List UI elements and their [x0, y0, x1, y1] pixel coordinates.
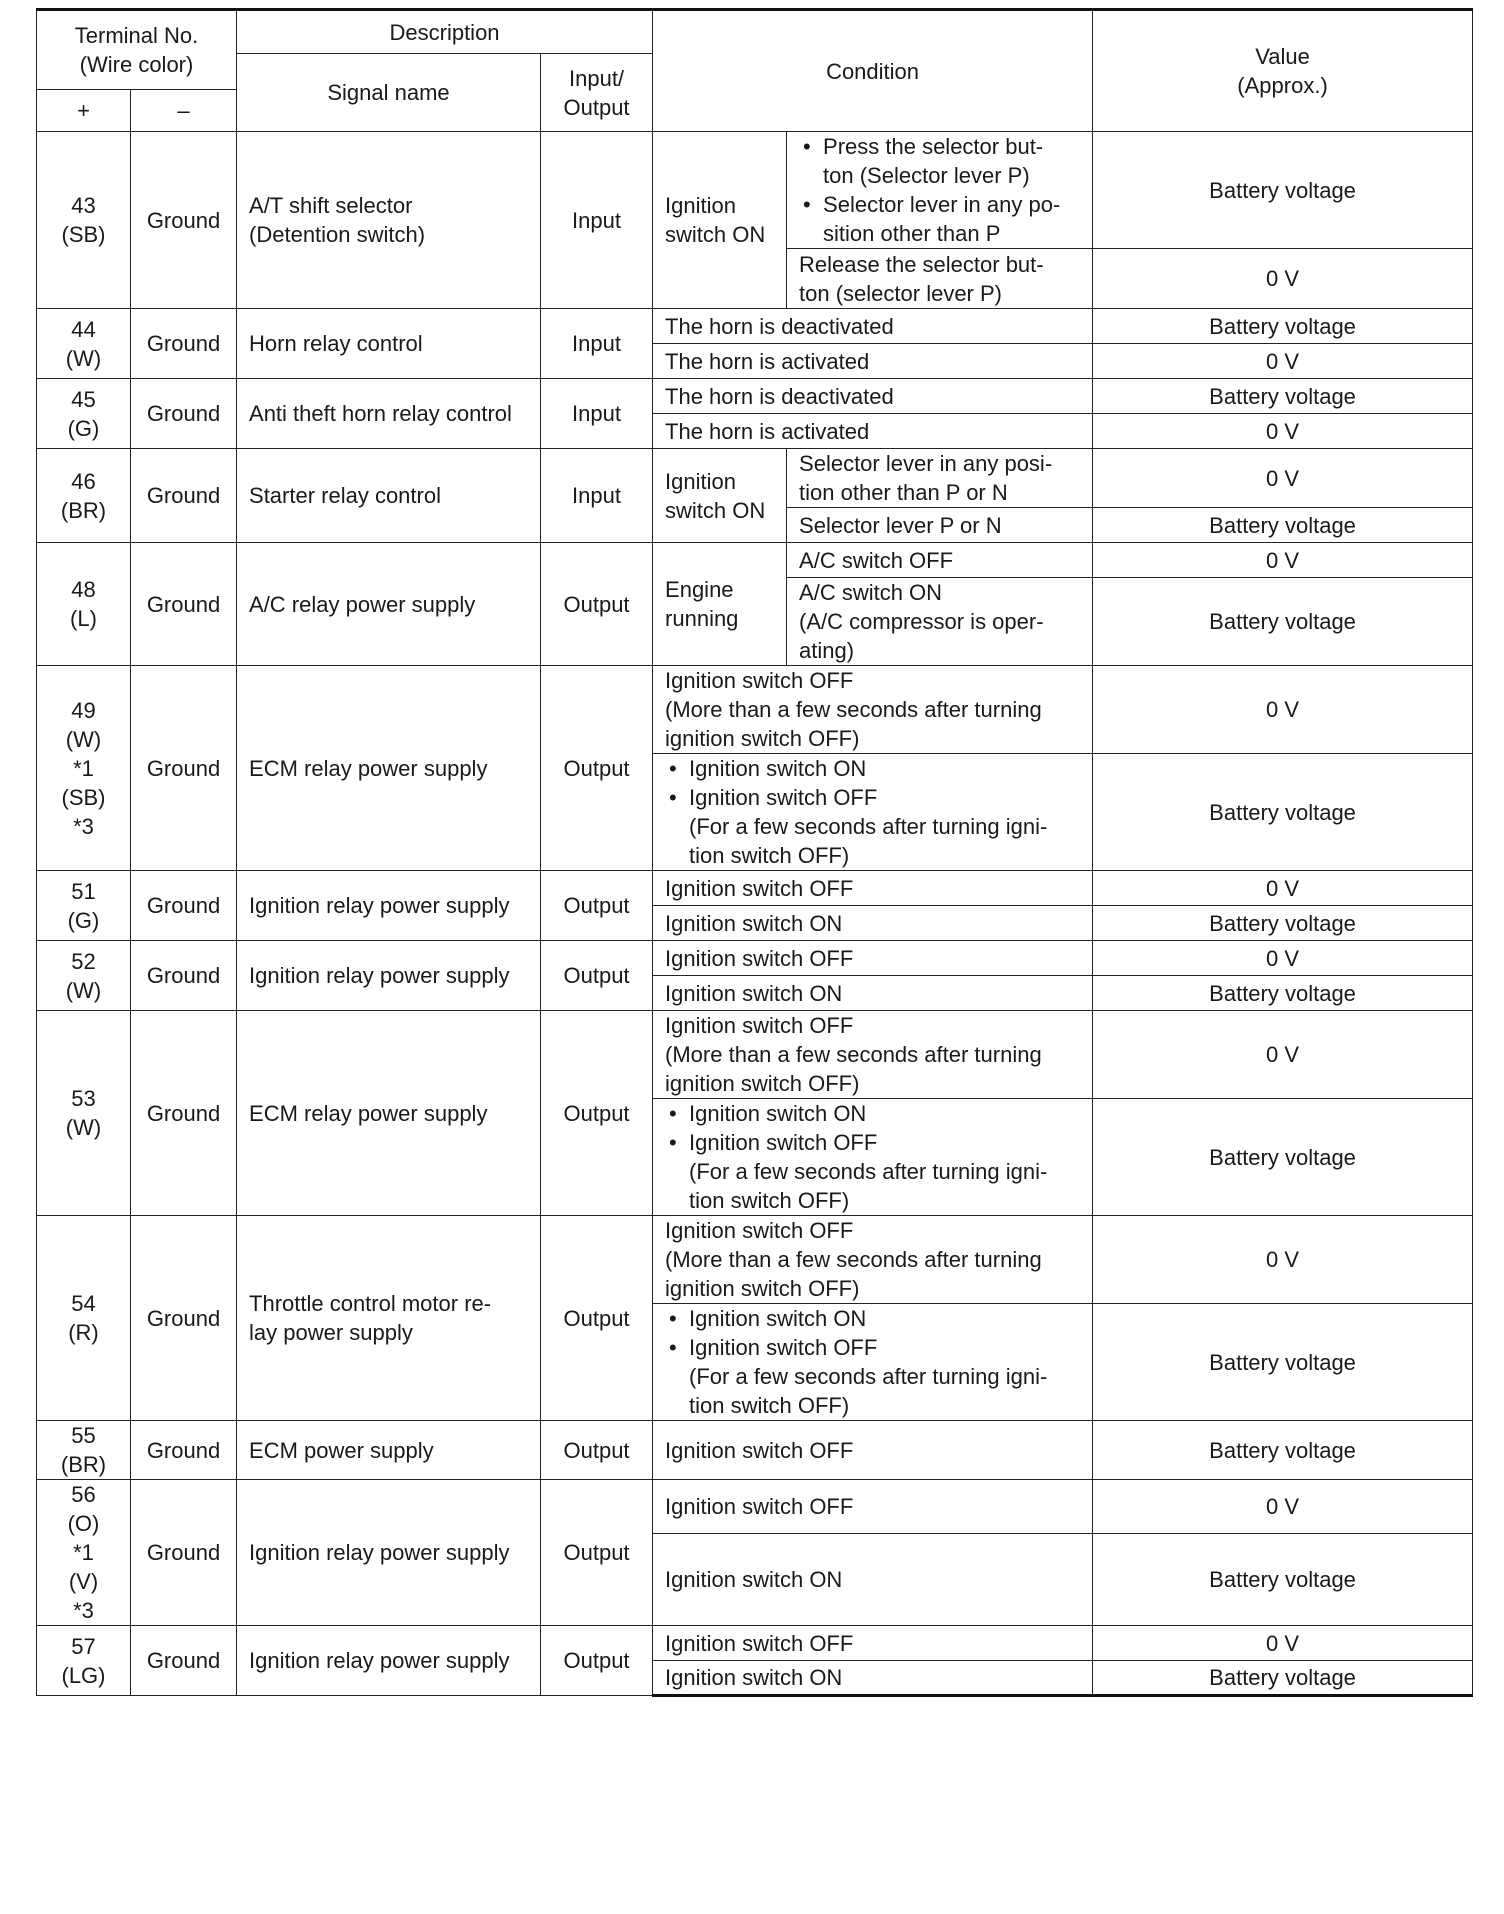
value-cell [1093, 1661, 1473, 1696]
ground-label: Ground [146, 1305, 221, 1331]
condition-bullet: • Selector lever in any po- sition other than P [799, 190, 1080, 248]
ground-cell [131, 1421, 237, 1480]
wire-color-alt-code: (V) [68, 1569, 99, 1594]
value-text: Battery voltage [1209, 1144, 1356, 1170]
terminal-cell [37, 379, 131, 449]
signal-name: A/C relay power supply [249, 591, 476, 617]
ground-cell [131, 941, 237, 1011]
wire-color [49, 1318, 118, 1347]
table-row [37, 1216, 1473, 1304]
io-cell [541, 132, 653, 309]
value-cell [1093, 449, 1473, 508]
terminal-number: 51 [71, 878, 96, 904]
value-text: Battery voltage [1209, 609, 1356, 634]
condition-group-cell [653, 132, 787, 309]
condition-text: Selector lever P or N [799, 512, 1002, 538]
table-row [37, 132, 1473, 249]
wire-color-code: (W) [65, 345, 102, 371]
signal-name-cell [237, 449, 541, 543]
signal-name-cell [237, 1480, 541, 1626]
value-cell [1093, 1534, 1473, 1626]
io-cell [541, 666, 653, 871]
condition-cell [787, 578, 1093, 666]
io-cell [541, 309, 653, 379]
ground-cell [131, 666, 237, 871]
signal-name: ECM power supply [249, 1437, 434, 1463]
condition-bullet: • Ignition switch OFF [665, 1128, 1080, 1157]
condition-bullet: • Ignition switch OFF [665, 783, 1080, 812]
header-input-output [541, 54, 653, 132]
terminal-number: 57 [71, 1633, 96, 1659]
condition-text: Ignition switch OFF [665, 1437, 854, 1463]
io-label: Input [572, 207, 621, 233]
condition-bullet: • Ignition switch ON [665, 1304, 1080, 1333]
value-text: 0 V [1266, 945, 1300, 971]
condition-cell [653, 1480, 1093, 1534]
condition-group-label: Ignition [665, 468, 736, 494]
ground-label: Ground [146, 893, 221, 918]
condition-cell [653, 1099, 1093, 1216]
wire-color-note: *1 [73, 1540, 94, 1565]
header-plus: + [37, 90, 131, 132]
signal-name: ECM relay power supply [249, 755, 488, 781]
condition-cell [653, 1011, 1093, 1099]
condition-text: The horn is activated [665, 348, 870, 374]
signal-name: Starter relay control [249, 483, 441, 508]
value-cell [1093, 976, 1473, 1011]
terminal-cell [37, 941, 131, 1011]
condition-group-cell [653, 543, 787, 666]
value-text: Battery voltage [1209, 1567, 1356, 1593]
signal-name: ECM relay power supply [249, 1100, 488, 1126]
io-label: Output [563, 893, 630, 918]
signal-name-cell [237, 543, 541, 666]
value-cell [1093, 344, 1473, 379]
terminal-cell [37, 666, 131, 871]
ground-label: Ground [146, 401, 221, 426]
condition-cell [653, 1421, 1093, 1480]
ground-cell [131, 543, 237, 666]
value-text: Battery voltage [1209, 512, 1356, 538]
header-terminal-label: Terminal No. [74, 23, 199, 48]
wire-color-code: (LG) [61, 1662, 106, 1688]
wire-color-note: *1 [73, 755, 94, 781]
signal-name: Ignition relay power supply [249, 1540, 510, 1565]
terminal-number: 55 [71, 1423, 96, 1448]
terminal-cell [37, 309, 131, 379]
ground-cell [131, 871, 237, 941]
table-row [37, 1626, 1473, 1661]
table-row [37, 1011, 1473, 1099]
wire-color [49, 725, 118, 783]
condition-text: (A/C compressor is oper- [799, 609, 1044, 634]
condition-text: Ignition switch OFF [665, 1630, 854, 1656]
header-approx-label: (Approx.) [1237, 73, 1328, 98]
header-description: Description [237, 10, 653, 54]
header-minus: – [131, 90, 237, 132]
table-row [37, 379, 1473, 414]
condition-text: ignition switch OFF) [665, 1071, 860, 1096]
condition-text: Ignition switch ON [665, 1665, 843, 1690]
condition-cell [653, 309, 1093, 344]
condition-text: (More than a few seconds after turning [665, 1247, 1042, 1272]
ground-cell [131, 309, 237, 379]
condition-cell [653, 871, 1093, 906]
wire-color [49, 344, 118, 373]
value-text: 0 V [1266, 465, 1300, 491]
io-cell [541, 1421, 653, 1480]
condition-group-label: Engine [665, 577, 734, 602]
header-io-label-2: Output [563, 94, 630, 120]
value-text: 0 V [1266, 697, 1300, 722]
ground-cell [131, 1626, 237, 1696]
value-cell [1093, 379, 1473, 414]
value-text: Battery voltage [1209, 1665, 1356, 1690]
condition-text: ating) [799, 638, 855, 663]
value-cell [1093, 578, 1473, 666]
value-cell [1093, 1011, 1473, 1099]
condition-text: ignition switch OFF) [665, 1276, 860, 1301]
terminal-cell [37, 1480, 131, 1626]
condition-text: The horn is activated [665, 418, 870, 444]
terminal-number: 56 [71, 1482, 96, 1507]
io-label: Output [563, 1648, 630, 1673]
condition-text: (More than a few seconds after turning [665, 1042, 1042, 1067]
terminal-number: 44 [71, 316, 96, 342]
header-wire-color-label: (Wire color) [79, 52, 194, 77]
wire-color [49, 496, 118, 525]
signal-name-cell [237, 1421, 541, 1480]
wire-color-code: (G) [67, 907, 100, 933]
table-row [37, 449, 1473, 508]
condition-cell [653, 1534, 1093, 1626]
value-cell [1093, 1099, 1473, 1216]
value-cell [1093, 906, 1473, 941]
io-cell [541, 1216, 653, 1421]
condition-cell [653, 379, 1093, 414]
io-label: Input [572, 401, 621, 426]
condition-text: Ignition switch OFF [665, 875, 854, 901]
condition-cell [787, 449, 1093, 508]
table-header [37, 10, 1473, 132]
wire-color [49, 414, 118, 443]
table-body [37, 132, 1473, 1696]
condition-text: Release the selector but- [799, 251, 1044, 277]
condition-text: A/C switch ON [799, 580, 943, 605]
terminal-cell [37, 1011, 131, 1216]
condition-cell [653, 344, 1093, 379]
condition-cell [787, 132, 1093, 249]
condition-cell [653, 976, 1093, 1011]
io-cell [541, 1480, 653, 1626]
terminal-cell [37, 1421, 131, 1480]
value-text: 0 V [1266, 418, 1300, 444]
value-text: Battery voltage [1209, 1437, 1356, 1463]
value-text: Battery voltage [1209, 980, 1356, 1006]
value-cell [1093, 543, 1473, 578]
terminal-cell [37, 1216, 131, 1421]
wire-color-code: (O) [67, 1511, 100, 1536]
ground-label: Ground [146, 1437, 221, 1463]
wire-color-alt-code: (SB) [61, 784, 106, 810]
terminal-number: 45 [71, 386, 96, 412]
terminal-number: 54 [71, 1291, 96, 1316]
io-cell [541, 379, 653, 449]
table-row [37, 1421, 1473, 1480]
condition-group-label: switch ON [665, 497, 766, 523]
io-cell [541, 449, 653, 543]
condition-cell [653, 754, 1093, 871]
ground-cell [131, 1011, 237, 1216]
value-cell [1093, 249, 1473, 309]
ground-label: Ground [146, 331, 221, 356]
condition-cell [653, 1661, 1093, 1696]
value-text: Battery voltage [1209, 177, 1356, 203]
wire-color-code: (BR) [60, 497, 107, 523]
signal-name-cell [237, 379, 541, 449]
terminal-number: 46 [71, 468, 96, 494]
signal-name: A/T shift selector [249, 193, 413, 218]
ground-label: Ground [146, 483, 221, 508]
value-text: 0 V [1266, 1247, 1300, 1272]
io-label: Output [563, 1540, 630, 1565]
header-signal-name: Signal name [237, 54, 541, 132]
wire-color-alt [49, 1567, 118, 1625]
condition-text: Ignition switch OFF [665, 668, 854, 693]
value-cell [1093, 1480, 1473, 1534]
value-cell [1093, 871, 1473, 906]
signal-name: Anti theft horn relay control [249, 401, 512, 426]
wire-color-code: (SB) [61, 222, 106, 247]
condition-bullet: • Ignition switch OFF [665, 1333, 1080, 1362]
signal-name: Ignition relay power supply [249, 893, 510, 918]
wire-color [49, 1661, 118, 1690]
value-cell [1093, 1626, 1473, 1661]
io-label: Input [572, 331, 621, 356]
wire-color [49, 220, 118, 249]
signal-name: Ignition relay power supply [249, 1648, 510, 1673]
table-row [37, 941, 1473, 976]
condition-note: tion switch OFF) [689, 1393, 850, 1418]
io-label: Output [563, 1100, 630, 1126]
terminal-cell [37, 1626, 131, 1696]
condition-bullet: • Press the selector but- ton (Selector lever P) [799, 132, 1080, 190]
table-row [37, 666, 1473, 754]
wire-color-code: (G) [67, 415, 100, 441]
condition-cell [653, 941, 1093, 976]
signal-name-cell [237, 309, 541, 379]
condition-text: ton (selector lever P) [799, 280, 1002, 306]
signal-name-cell [237, 871, 541, 941]
ground-label: Ground [146, 207, 221, 233]
condition-bullet: • Ignition switch ON [665, 1099, 1080, 1128]
condition-text: The horn is deactivated [665, 383, 894, 409]
condition-text: Ignition switch ON [665, 910, 843, 936]
value-cell [1093, 309, 1473, 344]
condition-text: The horn is deactivated [665, 313, 894, 339]
ground-cell [131, 1216, 237, 1421]
value-cell [1093, 1304, 1473, 1421]
io-label: Input [572, 483, 621, 508]
value-text: Battery voltage [1209, 799, 1356, 825]
signal-name: lay power supply [249, 1320, 413, 1345]
wire-color-alt-note: *3 [73, 1598, 94, 1623]
terminal-cell [37, 132, 131, 309]
header-terminal-no [37, 10, 237, 90]
signal-name: Ignition relay power supply [249, 963, 510, 988]
io-cell [541, 543, 653, 666]
value-cell [1093, 666, 1473, 754]
value-cell [1093, 754, 1473, 871]
ground-cell [131, 449, 237, 543]
ground-cell [131, 1480, 237, 1626]
value-text: 0 V [1266, 1630, 1300, 1656]
terminal-number: 48 [71, 577, 96, 602]
value-text: 0 V [1266, 1494, 1300, 1520]
condition-text: Ignition switch ON [665, 1567, 843, 1593]
ground-label: Ground [146, 1648, 221, 1673]
signal-name-cell [237, 941, 541, 1011]
io-cell [541, 871, 653, 941]
condition-text: Ignition switch OFF [665, 1013, 854, 1038]
value-text: 0 V [1266, 1042, 1300, 1067]
wire-color [49, 976, 118, 1005]
ground-label: Ground [146, 755, 221, 781]
condition-bullet: • Ignition switch ON [665, 754, 1080, 783]
condition-text: ignition switch OFF) [665, 726, 860, 751]
value-text: Battery voltage [1209, 1349, 1356, 1375]
ground-cell [131, 379, 237, 449]
value-text: 0 V [1266, 547, 1300, 573]
value-cell [1093, 132, 1473, 249]
io-label: Output [563, 1305, 630, 1331]
wire-color [49, 1113, 118, 1142]
ground-cell [131, 132, 237, 309]
io-label: Output [563, 963, 630, 988]
condition-text: Ignition switch ON [665, 980, 843, 1006]
wire-color-code: (W) [65, 1115, 102, 1140]
wire-color-code: (L) [70, 606, 97, 631]
condition-note: tion switch OFF) [689, 1188, 850, 1213]
condition-cell [653, 1626, 1093, 1661]
wire-color [49, 1509, 118, 1567]
condition-cell [787, 508, 1093, 543]
condition-text: Ignition switch OFF [665, 1494, 854, 1520]
table-row [37, 309, 1473, 344]
io-label: Output [563, 1437, 630, 1463]
terminal-cell [37, 449, 131, 543]
condition-text: tion other than P or N [799, 480, 1008, 505]
value-cell [1093, 941, 1473, 976]
ground-label: Ground [146, 1540, 221, 1565]
condition-cell [653, 1304, 1093, 1421]
wire-color-code: (R) [68, 1320, 99, 1345]
wire-color-code: (W) [65, 977, 102, 1003]
io-label: Output [563, 755, 630, 781]
table-row [37, 1480, 1473, 1534]
condition-text: Ignition switch OFF [665, 945, 854, 971]
signal-name-cell [237, 1626, 541, 1696]
signal-name: Throttle control motor re- [249, 1291, 492, 1316]
value-cell [1093, 1421, 1473, 1480]
value-text: Battery voltage [1209, 383, 1356, 409]
io-cell [541, 1011, 653, 1216]
condition-group-label: running [665, 606, 739, 631]
condition-group-label: Ignition [665, 193, 736, 218]
ecm-terminal-table [36, 8, 1473, 1697]
signal-name: Horn relay control [249, 331, 423, 356]
condition-cell [653, 1216, 1093, 1304]
io-cell [541, 941, 653, 1011]
signal-name-cell [237, 1216, 541, 1421]
value-text: 0 V [1266, 266, 1300, 291]
signal-name-cell [237, 1011, 541, 1216]
signal-name-cell [237, 666, 541, 871]
condition-text: Selector lever in any posi- [799, 451, 1053, 476]
signal-name: (Detention switch) [249, 222, 426, 247]
terminal-cell [37, 871, 131, 941]
wire-color-code: (W) [65, 726, 102, 752]
condition-cell [787, 543, 1093, 578]
io-label: Output [563, 591, 630, 617]
condition-cell [653, 414, 1093, 449]
header-io-label-1: Input/ [569, 65, 625, 91]
terminal-number: 43 [71, 193, 96, 218]
header-value-label: Value [1255, 44, 1310, 69]
value-text: Battery voltage [1209, 313, 1356, 339]
table-row [37, 871, 1473, 906]
terminal-cell [37, 543, 131, 666]
condition-note: (For a few seconds after turning igni- [689, 1159, 1048, 1184]
condition-note: (For a few seconds after turning igni- [689, 814, 1048, 839]
terminal-number: 52 [71, 948, 96, 974]
condition-text: A/C switch OFF [799, 547, 954, 573]
condition-note: (For a few seconds after turning igni- [689, 1364, 1048, 1389]
wire-color [49, 906, 118, 935]
value-cell [1093, 508, 1473, 543]
condition-cell [653, 906, 1093, 941]
ground-label: Ground [146, 963, 221, 988]
wire-color [49, 604, 118, 633]
condition-note: tion switch OFF) [689, 843, 850, 868]
value-text: 0 V [1266, 348, 1300, 374]
ground-label: Ground [146, 591, 221, 617]
terminal-number: 49 [71, 697, 96, 723]
header-value [1093, 10, 1473, 132]
table-row [37, 543, 1473, 578]
wire-color-alt-note: *3 [73, 813, 94, 839]
wire-color [49, 1450, 118, 1479]
condition-group-cell [653, 449, 787, 543]
value-text: 0 V [1266, 875, 1300, 901]
condition-text: (More than a few seconds after turning [665, 697, 1042, 722]
signal-name-cell [237, 132, 541, 309]
value-text: Battery voltage [1209, 910, 1356, 936]
condition-group-label: switch ON [665, 222, 766, 247]
value-cell [1093, 414, 1473, 449]
value-cell [1093, 1216, 1473, 1304]
wire-color-alt [49, 783, 118, 841]
header-condition: Condition [653, 10, 1093, 132]
ground-label: Ground [146, 1100, 221, 1126]
terminal-number: 53 [71, 1086, 96, 1111]
wire-color-code: (BR) [60, 1452, 107, 1477]
condition-cell [787, 249, 1093, 309]
condition-text: Ignition switch OFF [665, 1218, 854, 1243]
io-cell [541, 1626, 653, 1696]
condition-cell [653, 666, 1093, 754]
